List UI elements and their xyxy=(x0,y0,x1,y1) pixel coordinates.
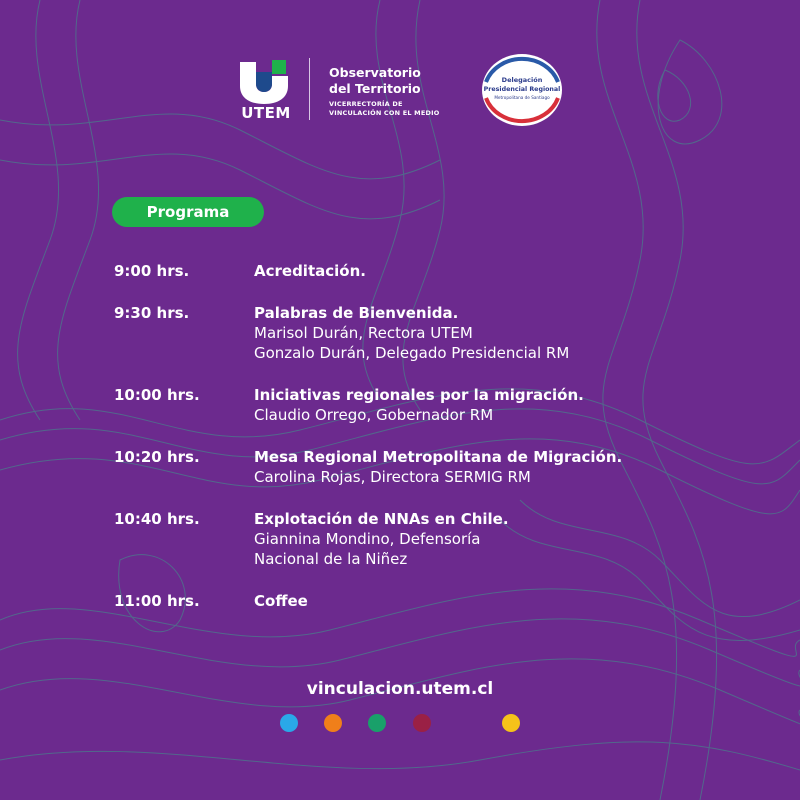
schedule-item xyxy=(114,447,754,487)
schedule-item xyxy=(114,591,754,611)
vicerrectoria-line1: VICERRECTORÍA DE xyxy=(329,100,403,108)
delegacion-seal-icon xyxy=(480,52,564,128)
color-dot-blue xyxy=(280,714,298,732)
seal-line1: Delegación xyxy=(501,76,543,84)
seal-line3: Metropolitana de Santiago xyxy=(494,95,550,100)
schedule-speaker: Carolina Rojas, Directora SERMIG RM xyxy=(254,468,531,486)
schedule-title: Iniciativas regionales por la migración. xyxy=(254,386,584,404)
utem-logo xyxy=(236,56,296,124)
schedule-item xyxy=(114,303,754,363)
schedule-speaker: Giannina Mondino, Defensoría xyxy=(254,530,481,548)
schedule-speaker: Nacional de la Niñez xyxy=(254,550,408,568)
color-dot-maroon xyxy=(413,714,431,732)
schedule-speaker: Gonzalo Durán, Delegado Presidencial RM xyxy=(254,344,570,362)
schedule-title: Coffee xyxy=(254,592,308,610)
programa-badge: Programa xyxy=(112,197,264,227)
schedule-speaker: Marisol Durán, Rectora UTEM xyxy=(254,324,473,342)
color-dot-yellow xyxy=(502,714,520,732)
schedule-time: 11:00 hrs. xyxy=(114,592,200,610)
schedule-title: Palabras de Bienvenida. xyxy=(254,304,459,322)
schedule-item xyxy=(114,261,754,281)
website-link[interactable]: vinculacion.utem.cl xyxy=(306,679,494,699)
color-dots xyxy=(0,714,800,732)
schedule-list xyxy=(114,261,754,611)
observatorio-title-line1: Observatorio xyxy=(329,65,421,80)
observatorio-block xyxy=(329,65,469,118)
observatorio-title-line2: del Territorio xyxy=(329,81,421,96)
utem-logo-icon xyxy=(238,58,290,104)
schedule-title: Explotación de NNAs en Chile. xyxy=(254,510,509,528)
schedule-title: Mesa Regional Metropolitana de Migración. xyxy=(254,448,623,466)
schedule-time: 9:30 hrs. xyxy=(114,304,190,322)
schedule-title: Acreditación. xyxy=(254,262,366,280)
schedule-item xyxy=(114,509,754,569)
header-divider xyxy=(309,58,310,120)
schedule-time: 10:20 hrs. xyxy=(114,448,200,466)
vicerrectoria-line2: VINCULACIÓN CON EL MEDIO xyxy=(329,109,440,117)
schedule-time: 10:40 hrs. xyxy=(114,510,200,528)
schedule-item xyxy=(114,385,754,425)
schedule-time: 10:00 hrs. xyxy=(114,386,200,404)
color-dot-green xyxy=(368,714,386,732)
utem-label: UTEM xyxy=(241,104,291,122)
seal-line2: Presidencial Regional xyxy=(483,86,561,93)
schedule-speaker: Claudio Orrego, Gobernador RM xyxy=(254,406,494,424)
color-dot-orange xyxy=(324,714,342,732)
schedule-time: 9:00 hrs. xyxy=(114,262,190,280)
